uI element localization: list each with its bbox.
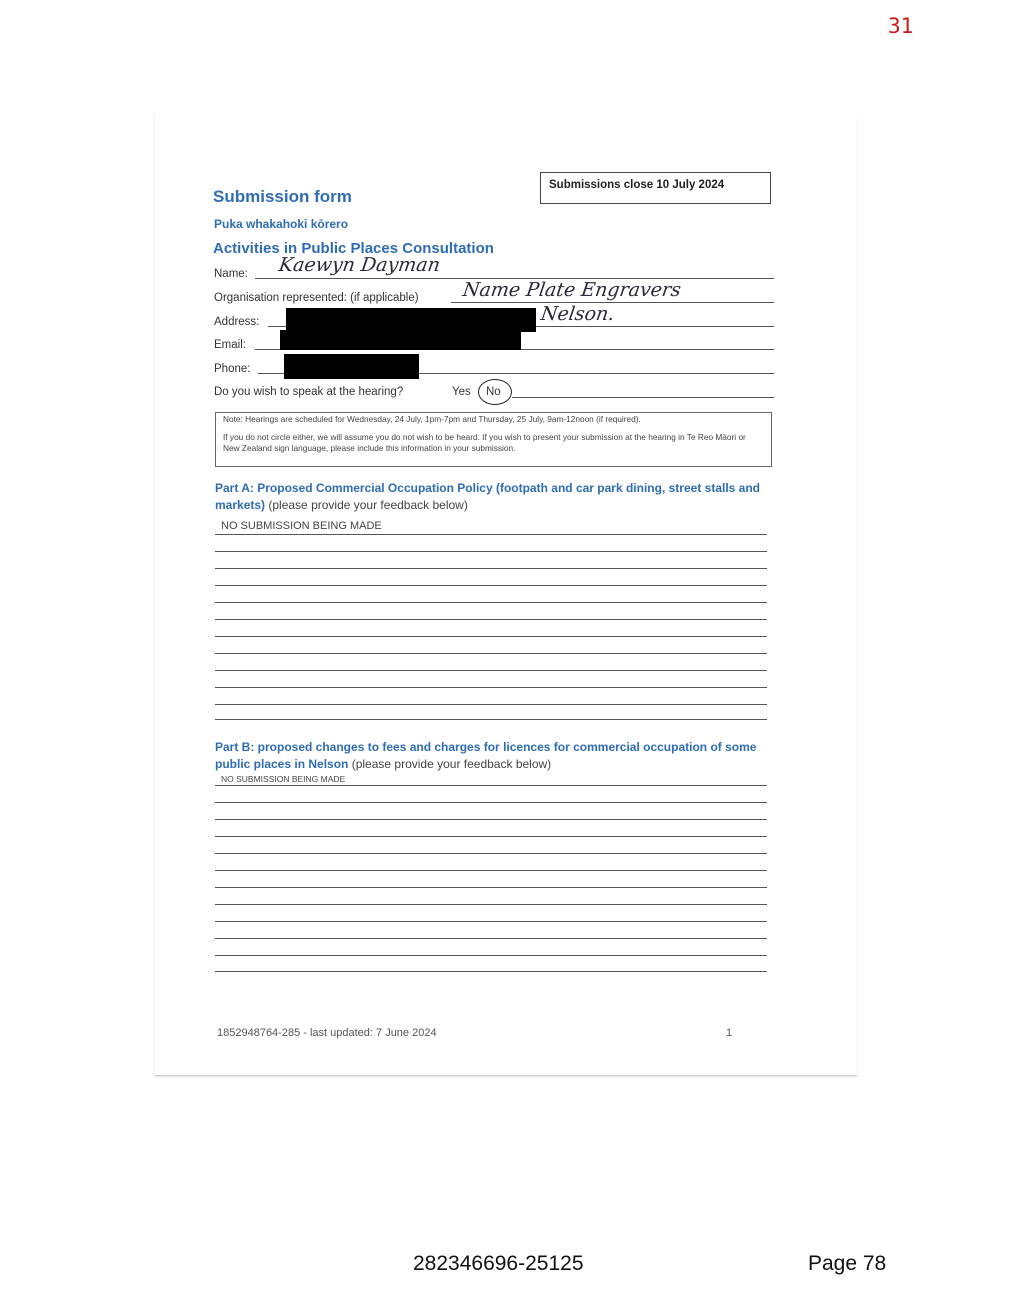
email-label: Email: <box>214 339 246 351</box>
part-b-response: NO SUBMISSION BEING MADE <box>221 774 346 784</box>
page-marker: 31 <box>888 14 914 38</box>
part-a-instruction: (please provide your feedback below) <box>268 498 468 512</box>
hearing-note <box>215 412 772 467</box>
form-title: Submission form <box>213 187 352 206</box>
form-doc-reference: 1852948764-285 - last updated: 7 June 2024 <box>217 1027 437 1039</box>
organisation-value: Name Plate Engravers <box>461 279 683 301</box>
part-a-heading <box>215 480 775 514</box>
organisation-label: Organisation represented: (if applicable) <box>214 292 419 304</box>
part-a-response: NO SUBMISSION BEING MADE <box>221 520 382 532</box>
scanned-form <box>155 113 857 1076</box>
note-line-1: Note: Hearings are scheduled for Wednesday, 24 July, 1pm-7pm and Thursday, 25 July, 9am-12noon (if required). <box>223 414 641 424</box>
hearing-no: No <box>486 386 501 398</box>
name-value: Kaewyn Dayman <box>277 254 442 276</box>
no-circle-mark <box>478 379 512 405</box>
hearing-question: Do you wish to speak at the hearing? <box>214 386 404 398</box>
part-a-title: Part A: Proposed Commercial Occupation Policy (footpath and car park dining, street stalls and markets) <box>215 481 760 512</box>
form-page-number: 1 <box>726 1027 733 1039</box>
page-number: Page 78 <box>808 1252 887 1275</box>
phone-redaction <box>284 354 419 379</box>
note-line-2: If you do not circle either, we will assume you do not wish to be heard. If you wish to present your submission at the hearing in Te Reo Māori or New Zealand sign language, please include this information in your submission. <box>223 432 746 454</box>
part-b-instruction: (please provide your feedback below) <box>351 757 552 771</box>
address-redaction <box>286 308 536 332</box>
email-redaction <box>280 330 521 350</box>
phone-label: Phone: <box>214 363 251 375</box>
address-label: Address: <box>214 316 260 328</box>
form-subtitle: Puka whakahoki kōrero <box>214 217 349 231</box>
hearing-yes: Yes <box>452 386 471 398</box>
document-reference: 282346696-25125 <box>413 1252 584 1275</box>
deadline-box: Submissions close 10 July 2024 <box>540 172 771 204</box>
consultation-title: Activities in Public Places Consultation <box>213 240 494 257</box>
name-label: Name: <box>214 268 248 280</box>
part-b-heading <box>215 739 775 773</box>
address-value: Nelson. <box>539 303 616 325</box>
part-b-title: Part B: proposed changes to fees and charges for licences for commercial occupation of some public places in Nelson <box>215 740 757 771</box>
